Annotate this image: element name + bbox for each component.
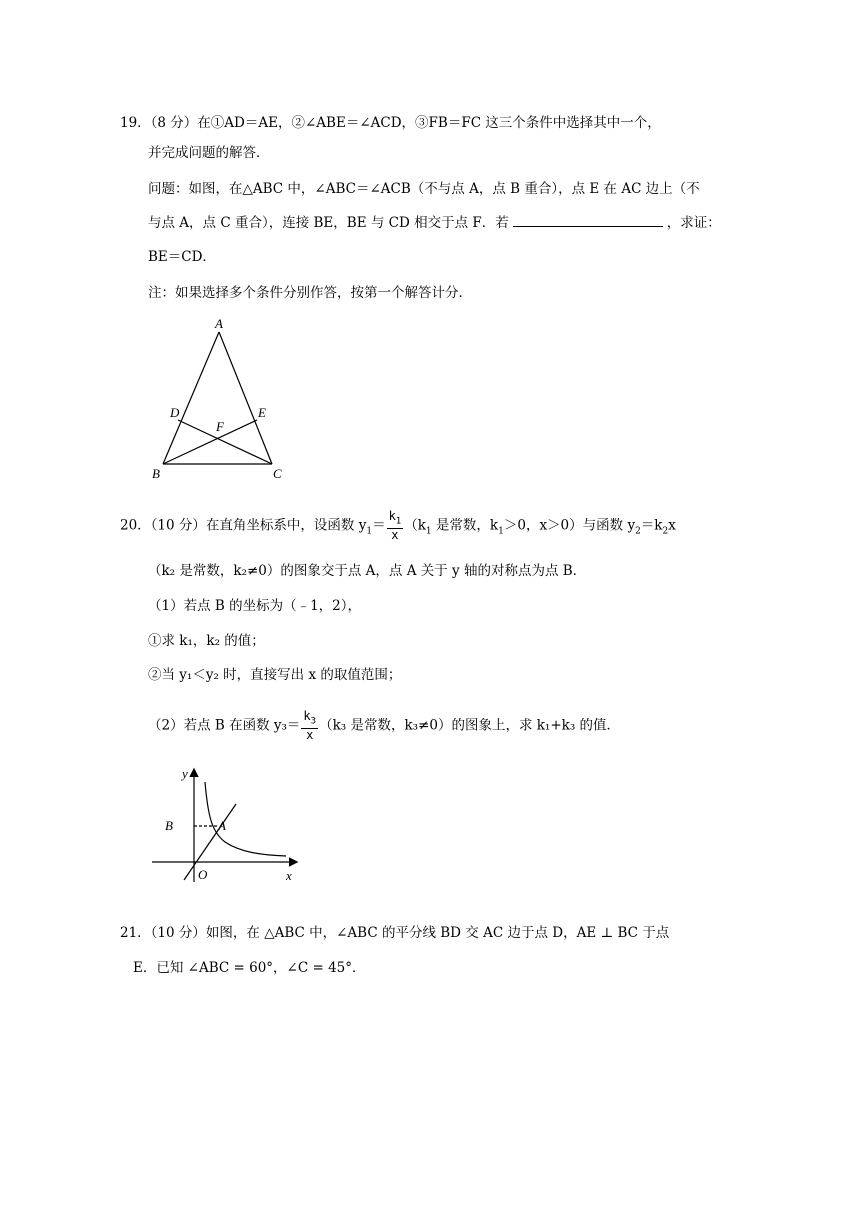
q20-sub-2: 1 bbox=[425, 526, 432, 537]
frac1-den: x bbox=[391, 528, 399, 543]
q20-line-1-e: ＞0，x＞0）与函数 y bbox=[503, 517, 636, 534]
q19-line-6: 注：如果选择多个条件分别作答，按第一个解答计分． bbox=[148, 285, 472, 301]
segment-be bbox=[163, 420, 257, 464]
q21-line-2: E．已知 ∠ABC = 60°，∠C = 45°． bbox=[133, 960, 366, 976]
point-b-label: B bbox=[165, 818, 173, 833]
q19-triangle-figure bbox=[145, 310, 295, 485]
axis-label-x: x bbox=[286, 868, 292, 883]
frac1-num: k bbox=[388, 509, 396, 523]
q19-line-4-tail: ，求证： bbox=[666, 215, 721, 231]
q20-line-1 bbox=[120, 510, 676, 544]
q19-line-3: 问题：如图，在△ABC 中，∠ABC＝∠ACB（不与点 A，点 B 重合），点 E 在 AC 边上（不 bbox=[148, 181, 700, 197]
label-f: F bbox=[216, 419, 224, 434]
q20-line-6-a: （2）若点 B 在函数 y₃＝ bbox=[148, 717, 301, 734]
q20-sub-3: 1 bbox=[498, 526, 504, 537]
q20-sub-4: 2 bbox=[635, 526, 641, 537]
frac2-den: x bbox=[306, 728, 314, 743]
label-e: E bbox=[258, 405, 266, 420]
q19-line-2: 并完成问题的解答． bbox=[148, 145, 270, 161]
q20-sub-5: 2 bbox=[662, 526, 669, 537]
axis-label-y: y bbox=[182, 766, 188, 781]
q19-line-5: BE＝CD． bbox=[148, 249, 216, 265]
frac1-num-sub: 1 bbox=[395, 516, 402, 527]
q20-line-6-b: （k₃ 是常数，k₃≠0）的图象上，求 k₁+k₃ 的值． bbox=[319, 717, 621, 734]
q20-line-1-b: ＝ bbox=[372, 517, 386, 534]
q20-line-1-d: 是常数，k bbox=[431, 517, 499, 534]
q20-line-4: ①求 k₁，k₂ 的值； bbox=[148, 633, 265, 649]
label-b: B bbox=[152, 466, 160, 481]
label-c: C bbox=[273, 466, 282, 481]
side-ac bbox=[219, 332, 272, 464]
side-ab bbox=[163, 332, 219, 464]
q20-graph-figure bbox=[150, 762, 310, 890]
q20-sub-1: 1 bbox=[366, 526, 373, 537]
q20-line-1-a: 20．（10 分）在直角坐标系中，设函数 y bbox=[120, 517, 367, 534]
q19-line-1: 19．（8 分）在①AD＝AE，②∠ABE＝∠ACD，③FB＝FC 这三个条件中选择其中一个， bbox=[120, 115, 661, 131]
q20-line-6 bbox=[148, 710, 620, 742]
origin-label: O bbox=[198, 867, 208, 882]
fraction-k3-over-x bbox=[301, 710, 318, 742]
q20-line-5: ②当 y₁＜y₂ 时，直接写出 x 的取值范围； bbox=[148, 667, 402, 683]
fraction-k1-over-x bbox=[387, 510, 404, 542]
q19-line-4 bbox=[148, 213, 721, 233]
q20-line-1-f: ＝k bbox=[640, 517, 663, 534]
q19-line-4-text: 与点 A，点 C 重合），连接 BE，BE 与 CD 相交于点 F．若 bbox=[148, 215, 509, 231]
frac2-num-sub: 3 bbox=[310, 716, 317, 727]
frac2-num: k bbox=[303, 709, 311, 723]
q20-line-2: （k₂ 是常数，k₂≠0）的图象交于点 A，点 A 关于 y 轴的对称点为点 B． bbox=[148, 563, 587, 579]
label-d: D bbox=[170, 405, 180, 420]
q20-line-1-g: x bbox=[668, 517, 676, 534]
q21-line-1: 21．（10 分）如图，在 △ABC 中，∠ABC 的平分线 BD 交 AC 边于点 D，AE ⊥ BC 于点 bbox=[120, 925, 670, 941]
q20-line-1-c: （k bbox=[404, 517, 426, 534]
answer-blank bbox=[513, 214, 663, 227]
point-a-label: A bbox=[218, 818, 226, 833]
q20-line-3: （1）若点 B 的坐标为（﹣1，2）， bbox=[148, 598, 362, 614]
label-a: A bbox=[215, 316, 223, 331]
segment-cd bbox=[178, 420, 272, 464]
